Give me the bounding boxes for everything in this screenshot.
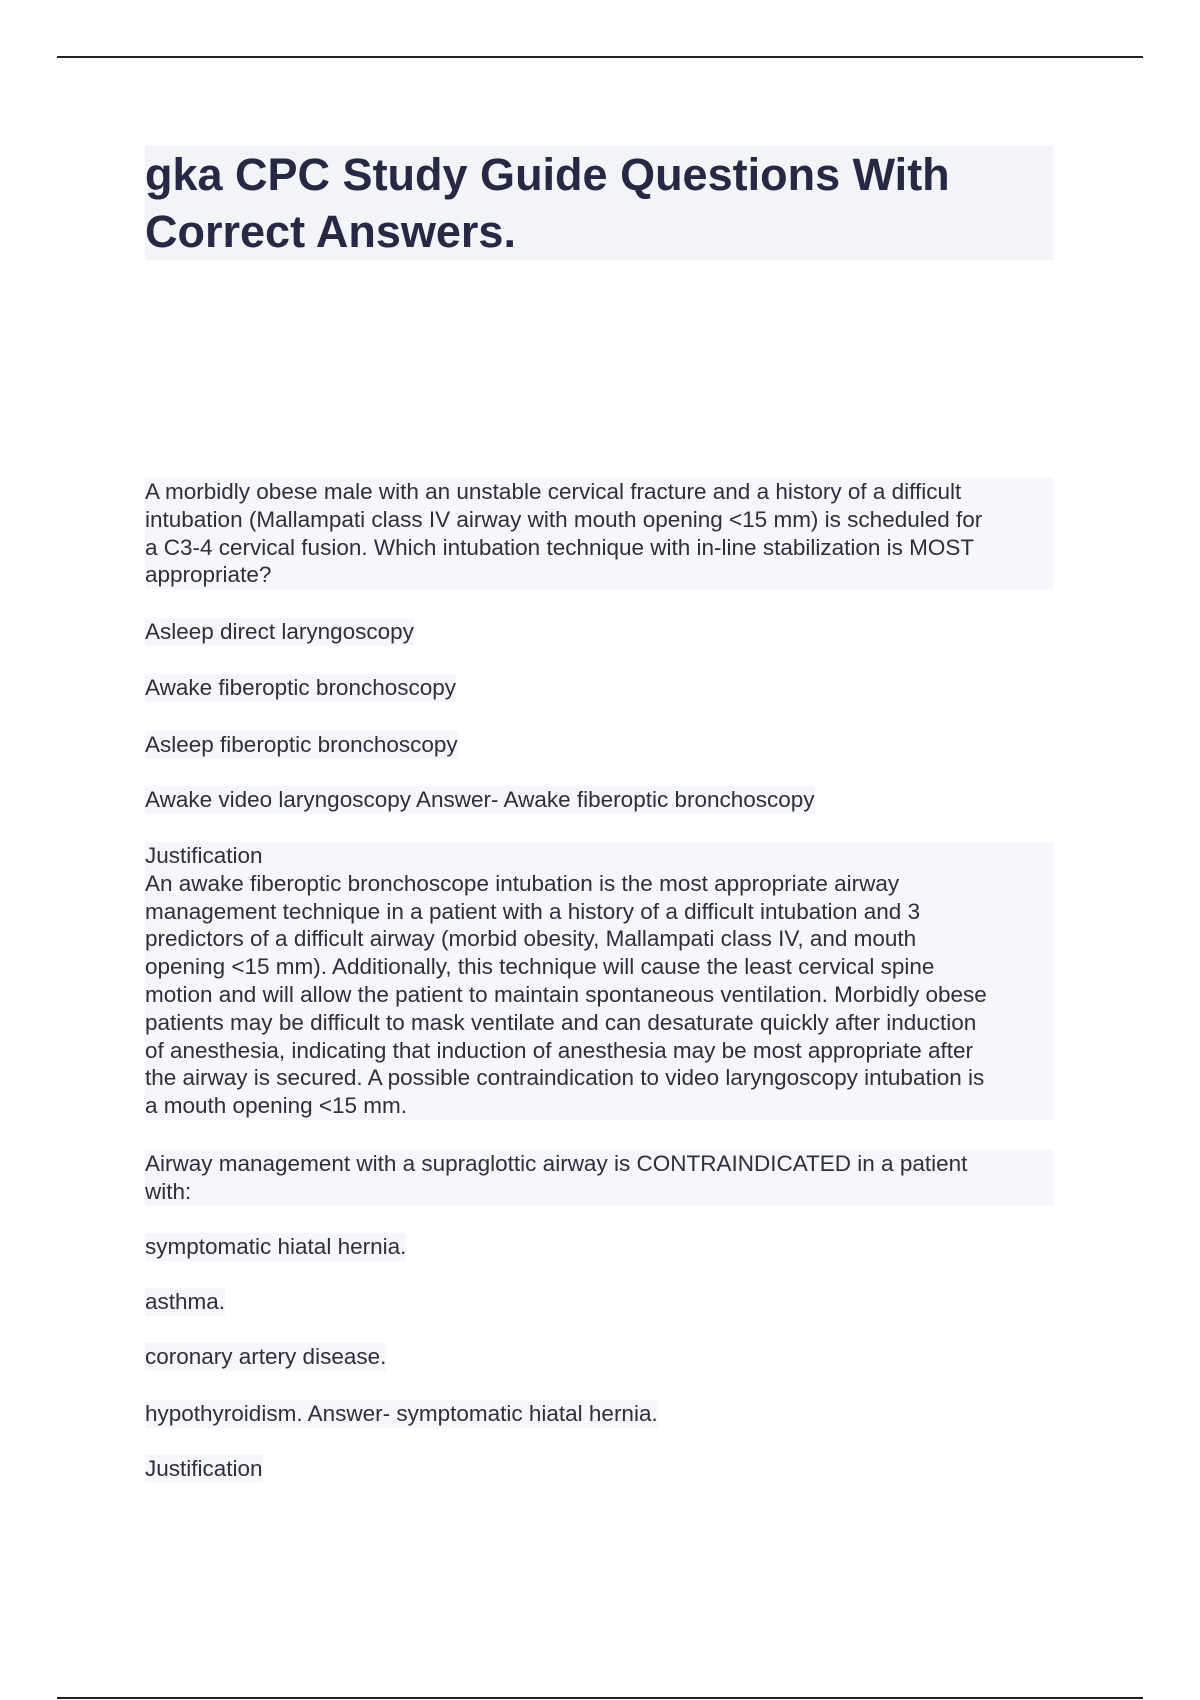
question-1-option-d-answer <box>145 786 815 814</box>
question-1-line: a C3-4 cervical fusion. Which intubation technique with in-line stabilization is MOST <box>145 534 975 560</box>
question-2-justification <box>145 1455 263 1483</box>
option-label: coronary artery disease. <box>145 1344 387 1369</box>
justification-line: An awake fiberoptic bronchoscope intubation is the most appropriate airway <box>145 870 900 896</box>
question-2-option-d-answer <box>145 1400 658 1428</box>
question-2-line: with: <box>145 1178 192 1204</box>
question-1-line: appropriate? <box>145 562 272 588</box>
question-1-option-a <box>145 618 414 646</box>
option-label: Asleep direct laryngoscopy <box>145 619 414 644</box>
footer-rule <box>57 1697 1143 1699</box>
question-1-line: A morbidly obese male with an unstable cervical fracture and a history of a difficult <box>145 479 962 504</box>
header-rule <box>57 56 1143 58</box>
option-label: Awake video laryngoscopy Answer- Awake fiberoptic bronchoscopy <box>145 787 815 812</box>
option-label: Asleep fiberoptic bronchoscopy <box>145 732 458 757</box>
question-2-line: Airway management with a supraglottic airway is CONTRAINDICATED in a patient <box>145 1151 968 1176</box>
document-title <box>145 146 1053 260</box>
option-label: Awake fiberoptic bronchoscopy <box>145 675 457 700</box>
justification-line: a mouth opening <15 mm. <box>145 1093 408 1119</box>
question-1-line: intubation (Mallampati class IV airway with mouth opening <15 mm) is scheduled for <box>145 506 983 532</box>
option-label: hypothyroidism. Answer- symptomatic hiatal hernia. <box>145 1401 658 1426</box>
justification-line: patients may be difficult to mask ventilate and can desaturate quickly after induction <box>145 1009 977 1035</box>
question-2-option-c <box>145 1343 386 1371</box>
question-2-option-a <box>145 1233 406 1261</box>
justification-label: Justification <box>145 1456 263 1481</box>
title-line: Correct Answers. <box>145 206 516 257</box>
question-2-text <box>145 1150 1053 1206</box>
question-1-text <box>145 478 1053 589</box>
title-line: gka CPC Study Guide Questions With <box>145 149 950 200</box>
justification-line: predictors of a difficult airway (morbid obesity, Mallampati class IV, and mouth <box>145 926 917 952</box>
justification-label: Justification <box>145 843 263 868</box>
justification-line: motion and will allow the patient to maintain spontaneous ventilation. Morbidly obese <box>145 981 987 1007</box>
option-label: asthma. <box>145 1289 226 1314</box>
option-label: symptomatic hiatal hernia. <box>145 1234 407 1259</box>
justification-line: opening <15 mm). Additionally, this technique will cause the least cervical spine <box>145 954 935 980</box>
justification-line: of anesthesia, indicating that induction of anesthesia may be most appropriate after <box>145 1037 974 1063</box>
question-2-option-b <box>145 1288 225 1316</box>
justification-line: management technique in a patient with a history of a difficult intubation and 3 <box>145 898 921 924</box>
question-1-justification <box>145 842 1053 1120</box>
question-1-option-c <box>145 731 458 759</box>
question-1-option-b <box>145 674 456 702</box>
justification-line: the airway is secured. A possible contraindication to video laryngoscopy intubation is <box>145 1065 985 1091</box>
